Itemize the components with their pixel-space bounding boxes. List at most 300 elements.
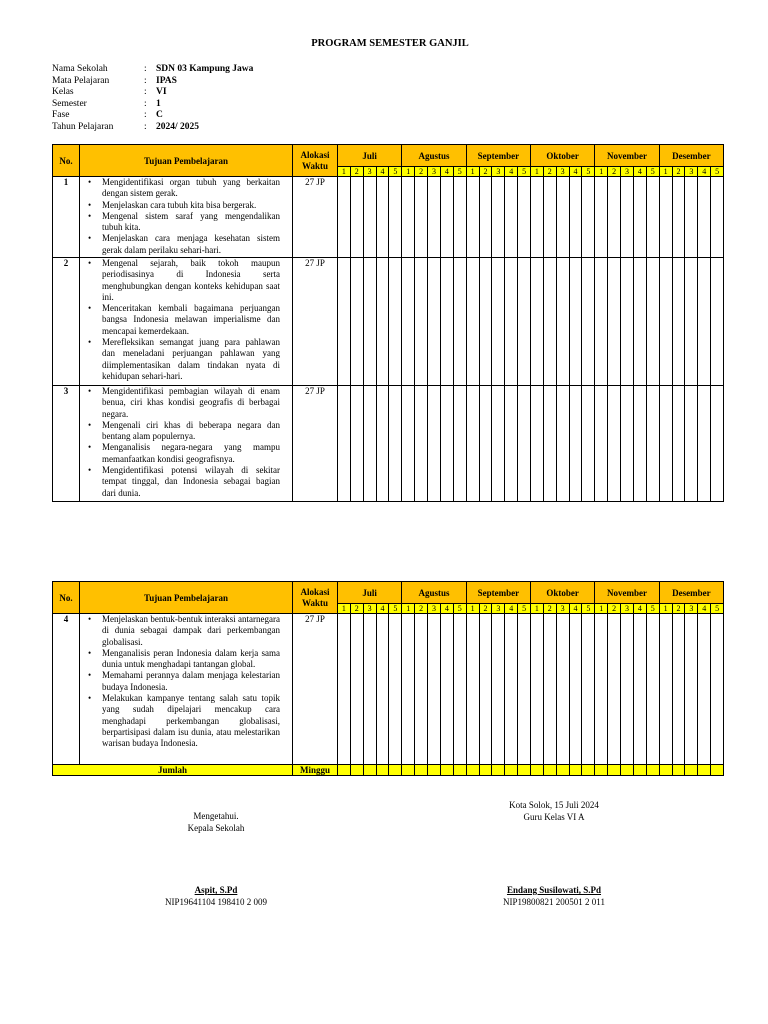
week-cell [518,258,531,386]
week-number: 2 [415,604,428,614]
week-cell [492,614,505,765]
week-cell [685,386,698,502]
header-alokasi [293,145,338,177]
week-number: 4 [698,167,711,177]
week-number: 1 [659,167,672,177]
week-cell [685,258,698,386]
week-cell [711,258,724,386]
week-number: 5 [582,167,595,177]
sig-name: Endang Susilowati, S.Pd [506,885,602,895]
signature-teacher [464,800,644,908]
objective-item: • Mengenali ciri khas di beberapa negara dan bentang alam populernya. [82,420,280,443]
total-week-cell [698,765,711,776]
total-week-cell [646,765,659,776]
week-cell [389,177,402,258]
info-colon: : [144,98,147,109]
week-cell [621,258,634,386]
week-cell [646,386,659,502]
week-cell [518,177,531,258]
learning-objectives [80,177,293,258]
total-week-cell [505,765,518,776]
total-row [53,765,724,776]
info-label: Semester [52,98,87,109]
week-number: 3 [363,167,376,177]
week-cell [556,386,569,502]
week-number: 3 [621,604,634,614]
week-cell [389,258,402,386]
month-header: Desember [659,145,723,167]
total-week-cell [466,765,479,776]
week-number: 3 [685,604,698,614]
week-number: 3 [363,604,376,614]
learning-objectives [80,614,293,765]
week-number: 1 [466,167,479,177]
week-number: 1 [402,167,415,177]
objective-item: • Menjelaskan cara menjaga kesehatan sistem gerak dalam perilaku sehari-hari. [82,233,280,256]
week-cell [582,177,595,258]
month-header: Oktober [531,145,595,167]
week-cell [453,614,466,765]
week-cell [376,614,389,765]
week-cell [453,386,466,502]
week-cell [621,386,634,502]
week-number: 5 [711,167,724,177]
week-cell [376,177,389,258]
header-no: No. [53,145,80,177]
week-cell [543,177,556,258]
header-alokasi-line2: Waktu [301,160,328,171]
total-week-cell [492,765,505,776]
week-number: 5 [389,604,402,614]
week-cell [672,258,685,386]
week-cell [569,177,582,258]
table-row [53,614,724,765]
week-cell [402,614,415,765]
week-cell [440,614,453,765]
header-row [53,582,724,604]
week-cell [428,177,441,258]
week-number: 2 [350,167,363,177]
week-number: 1 [338,167,351,177]
month-header: Juli [338,145,402,167]
total-week-cell [556,765,569,776]
total-week-cell [440,765,453,776]
week-number: 5 [453,604,466,614]
week-number: 1 [659,604,672,614]
week-cell [711,177,724,258]
week-number: 1 [402,604,415,614]
table-row [53,258,724,386]
week-cell [595,177,608,258]
week-number: 4 [376,167,389,177]
info-colon: : [144,110,147,120]
week-cell [505,386,518,502]
week-cell [440,177,453,258]
objective-item: • Merefleksikan semangat juang para pahlawan dan meneladani perjuangan pahlawan yang diimplementasikan dalam tindakan nyata di kehidupan sehari-hari. [82,337,280,382]
total-week-cell [659,765,672,776]
time-allocation: 27 JP [293,386,338,502]
month-header: Agustus [402,145,466,167]
week-cell [338,177,351,258]
info-value: SDN 03 Kampung Jawa [156,64,254,74]
week-number: 2 [350,604,363,614]
time-allocation: 27 JP [293,258,338,386]
total-week-cell [582,765,595,776]
month-header: September [466,582,530,604]
month-header: Agustus [402,582,466,604]
sig-place-date: Kota Solok, 15 Juli 2024 [509,800,599,810]
week-number: 4 [505,167,518,177]
objective-item: • Menganalisis negara-negara yang mampu memanfaatkan kondisi geografisnya. [82,442,280,465]
total-week-cell [595,765,608,776]
week-cell [492,177,505,258]
week-number: 3 [556,167,569,177]
week-cell [633,258,646,386]
objective-item: • Menganalisis peran Indonesia dalam kerja sama dunia untuk menghadapi tantangan global. [82,648,280,671]
objective-list [82,614,280,750]
header-alokasi-line1: Alokasi [300,149,330,160]
week-number: 3 [428,167,441,177]
info-label: Tahun Pelajaran [52,121,114,132]
week-cell [659,177,672,258]
week-cell [389,386,402,502]
week-cell [415,258,428,386]
week-cell [479,177,492,258]
total-week-cell [569,765,582,776]
objective-item: • Menjelaskan bentuk-bentuk interaksi antarnegara di dunia sebagai dampak dari perkembangan globalisasi. [82,614,280,648]
signature-principal [136,811,296,908]
info-colon: : [144,75,147,86]
week-cell [582,258,595,386]
week-number: 1 [466,604,479,614]
week-cell [376,258,389,386]
total-week-cell [415,765,428,776]
week-cell [363,386,376,502]
row-number: 3 [53,386,80,502]
week-cell [466,614,479,765]
info-label: Nama Sekolah [52,64,108,74]
week-cell [505,258,518,386]
week-number: 4 [440,167,453,177]
week-cell [711,386,724,502]
week-cell [672,614,685,765]
header-alokasi [293,582,338,614]
week-cell [402,258,415,386]
month-header: November [595,145,659,167]
week-cell [440,258,453,386]
week-cell [350,386,363,502]
week-number: 4 [569,604,582,614]
total-week-cell [363,765,376,776]
week-cell [363,258,376,386]
week-cell [556,258,569,386]
header-alokasi-line1: Alokasi [300,586,330,597]
week-cell [646,258,659,386]
total-week-cell [543,765,556,776]
week-cell [492,258,505,386]
objective-list [82,386,280,499]
month-header: November [595,582,659,604]
week-number: 1 [595,167,608,177]
week-cell [479,258,492,386]
sig-knowing: Mengetahui. [193,811,239,821]
total-week-cell [389,765,402,776]
week-cell [595,258,608,386]
week-cell [453,177,466,258]
week-number: 5 [389,167,402,177]
week-cell [556,177,569,258]
week-cell [440,386,453,502]
total-week-cell [518,765,531,776]
week-cell [338,386,351,502]
header-row [53,145,724,167]
info-value: VI [156,87,167,97]
week-cell [338,614,351,765]
week-cell [531,177,544,258]
objective-item: • Mengidentifikasi potensi wilayah di sekitar tempat tinggal, dan Indonesia sebagai bagian dari dunia. [82,465,280,499]
week-number: 3 [492,604,505,614]
week-cell [659,614,672,765]
info-value: IPAS [156,75,177,86]
week-cell [350,177,363,258]
total-week-cell [338,765,351,776]
week-cell [415,614,428,765]
week-cell [415,177,428,258]
week-cell [350,258,363,386]
info-colon: : [144,121,147,132]
week-cell [415,386,428,502]
week-cell [428,386,441,502]
week-number: 3 [556,604,569,614]
week-number: 3 [685,167,698,177]
week-number: 3 [428,604,441,614]
total-week-cell [531,765,544,776]
week-cell [518,614,531,765]
learning-objectives [80,258,293,386]
objective-item: • Menceritakan kembali bagaimana perjuangan bangsa Indonesia melawan imperialisme dan mencapai kemerdekaan. [82,303,280,337]
info-value: 1 [156,98,161,109]
week-cell [350,614,363,765]
week-cell [685,177,698,258]
month-header: Desember [659,582,723,604]
week-cell [466,386,479,502]
sig-position: Kepala Sekolah [187,822,245,833]
week-cell [633,614,646,765]
total-week-cell [685,765,698,776]
week-cell [698,258,711,386]
total-week-cell [428,765,441,776]
objective-item: • Mengidentifikasi organ tubuh yang berkaitan dengan sistem gerak. [82,177,280,200]
week-cell [505,177,518,258]
week-number: 4 [633,167,646,177]
week-cell [621,177,634,258]
info-colon: : [144,64,147,74]
week-cell [428,614,441,765]
school-info [52,64,253,133]
info-row-subject [52,76,253,88]
week-number: 2 [543,167,556,177]
week-cell [505,614,518,765]
row-number: 4 [53,614,80,765]
week-cell [543,386,556,502]
week-number: 5 [711,604,724,614]
month-header: Oktober [531,582,595,604]
objective-item: • Memahami perannya dalam menjaga kelestarian budaya Indonesia. [82,670,280,693]
info-row-year [52,122,253,134]
week-cell [633,386,646,502]
week-cell [672,386,685,502]
week-cell [659,386,672,502]
week-cell [569,258,582,386]
row-number: 2 [53,258,80,386]
week-cell [402,177,415,258]
week-number: 4 [440,604,453,614]
week-cell [543,614,556,765]
info-value: C [156,110,163,120]
week-cell [479,386,492,502]
month-header: September [466,145,530,167]
week-cell [621,614,634,765]
month-header: Juli [338,582,402,604]
week-number: 2 [543,604,556,614]
week-number: 5 [518,604,531,614]
info-row-school [52,64,253,76]
objective-item: • Mengenal sistem saraf yang mengendalikan tubuh kita. [82,211,280,234]
week-cell [363,177,376,258]
week-number: 1 [531,604,544,614]
week-number: 4 [376,604,389,614]
total-week-cell [672,765,685,776]
week-cell [569,386,582,502]
objective-list [82,258,280,382]
week-number: 5 [518,167,531,177]
objective-item: • Mengenal sejarah, baik tokoh maupun periodisasinya di Indonesia serta menghubungkan dengan konteks kehidupan saat ini. [82,258,280,303]
info-row-phase [52,110,253,122]
week-cell [608,614,621,765]
week-number: 1 [595,604,608,614]
week-cell [531,614,544,765]
week-cell [582,386,595,502]
week-cell [685,614,698,765]
week-cell [698,386,711,502]
week-number: 1 [338,604,351,614]
week-cell [646,614,659,765]
info-colon: : [144,87,147,97]
table-row [53,177,724,258]
time-allocation: 27 JP [293,614,338,765]
week-cell [556,614,569,765]
week-cell [659,258,672,386]
week-cell [543,258,556,386]
week-cell [582,614,595,765]
week-number: 2 [608,167,621,177]
week-cell [531,258,544,386]
week-cell [608,386,621,502]
total-week-cell [711,765,724,776]
week-cell [466,177,479,258]
week-number: 4 [633,604,646,614]
total-unit: Minggu [293,765,338,776]
week-number: 5 [646,167,659,177]
week-cell [531,386,544,502]
time-allocation: 27 JP [293,177,338,258]
week-cell [479,614,492,765]
week-cell [698,177,711,258]
week-number: 5 [582,604,595,614]
info-row-class [52,87,253,99]
week-cell [569,614,582,765]
week-number: 2 [479,604,492,614]
info-label: Mata Pelajaran [52,75,110,86]
total-week-cell [608,765,621,776]
week-cell [672,177,685,258]
week-number: 2 [415,167,428,177]
week-number: 5 [646,604,659,614]
total-week-cell [402,765,415,776]
week-number: 2 [608,604,621,614]
page-title: PROGRAM SEMESTER GANJIL [311,38,469,49]
week-cell [453,258,466,386]
header-no: No. [53,582,80,614]
week-cell [608,258,621,386]
week-cell [376,386,389,502]
program-table-1 [52,144,724,502]
total-week-cell [350,765,363,776]
row-number: 1 [53,177,80,258]
week-cell [466,258,479,386]
week-cell [608,177,621,258]
sig-position: Guru Kelas VI A [523,811,585,822]
header-tujuan: Tujuan Pembelajaran [80,145,293,177]
week-cell [389,614,402,765]
total-week-cell [453,765,466,776]
total-label: Jumlah [53,765,293,776]
info-row-semester [52,99,253,111]
week-cell [518,386,531,502]
learning-objectives [80,386,293,502]
week-cell [338,258,351,386]
sig-nip: NIP19641104 198410 2 009 [165,896,267,907]
week-number: 2 [672,167,685,177]
table-row [53,386,724,502]
week-cell [711,614,724,765]
total-week-cell [479,765,492,776]
week-cell [402,386,415,502]
week-cell [633,177,646,258]
week-cell [646,177,659,258]
sig-nip: NIP19800821 200501 2 011 [503,896,605,907]
week-cell [698,614,711,765]
total-week-cell [633,765,646,776]
week-cell [363,614,376,765]
info-label: Fase [52,110,70,120]
week-number: 5 [453,167,466,177]
week-cell [428,258,441,386]
week-cell [492,386,505,502]
program-table-2 [52,581,724,776]
sig-name: Aspit, S.Pd [194,885,238,895]
total-week-cell [621,765,634,776]
info-value: 2024/ 2025 [156,121,200,132]
objective-item: • Melakukan kampanye tentang salah satu topik yang sudah dipelajari mencakup cara menghadapi perkembangan globalisasi, berpartisipasi dalam isu dunia, atau melestarikan warisan budaya Indonesia. [82,693,280,749]
week-number: 3 [492,167,505,177]
header-alokasi-line2: Waktu [301,597,328,608]
header-tujuan: Tujuan Pembelajaran [80,582,293,614]
week-number: 3 [621,167,634,177]
week-number: 1 [531,167,544,177]
objective-list [82,177,280,256]
info-label: Kelas [52,87,74,97]
